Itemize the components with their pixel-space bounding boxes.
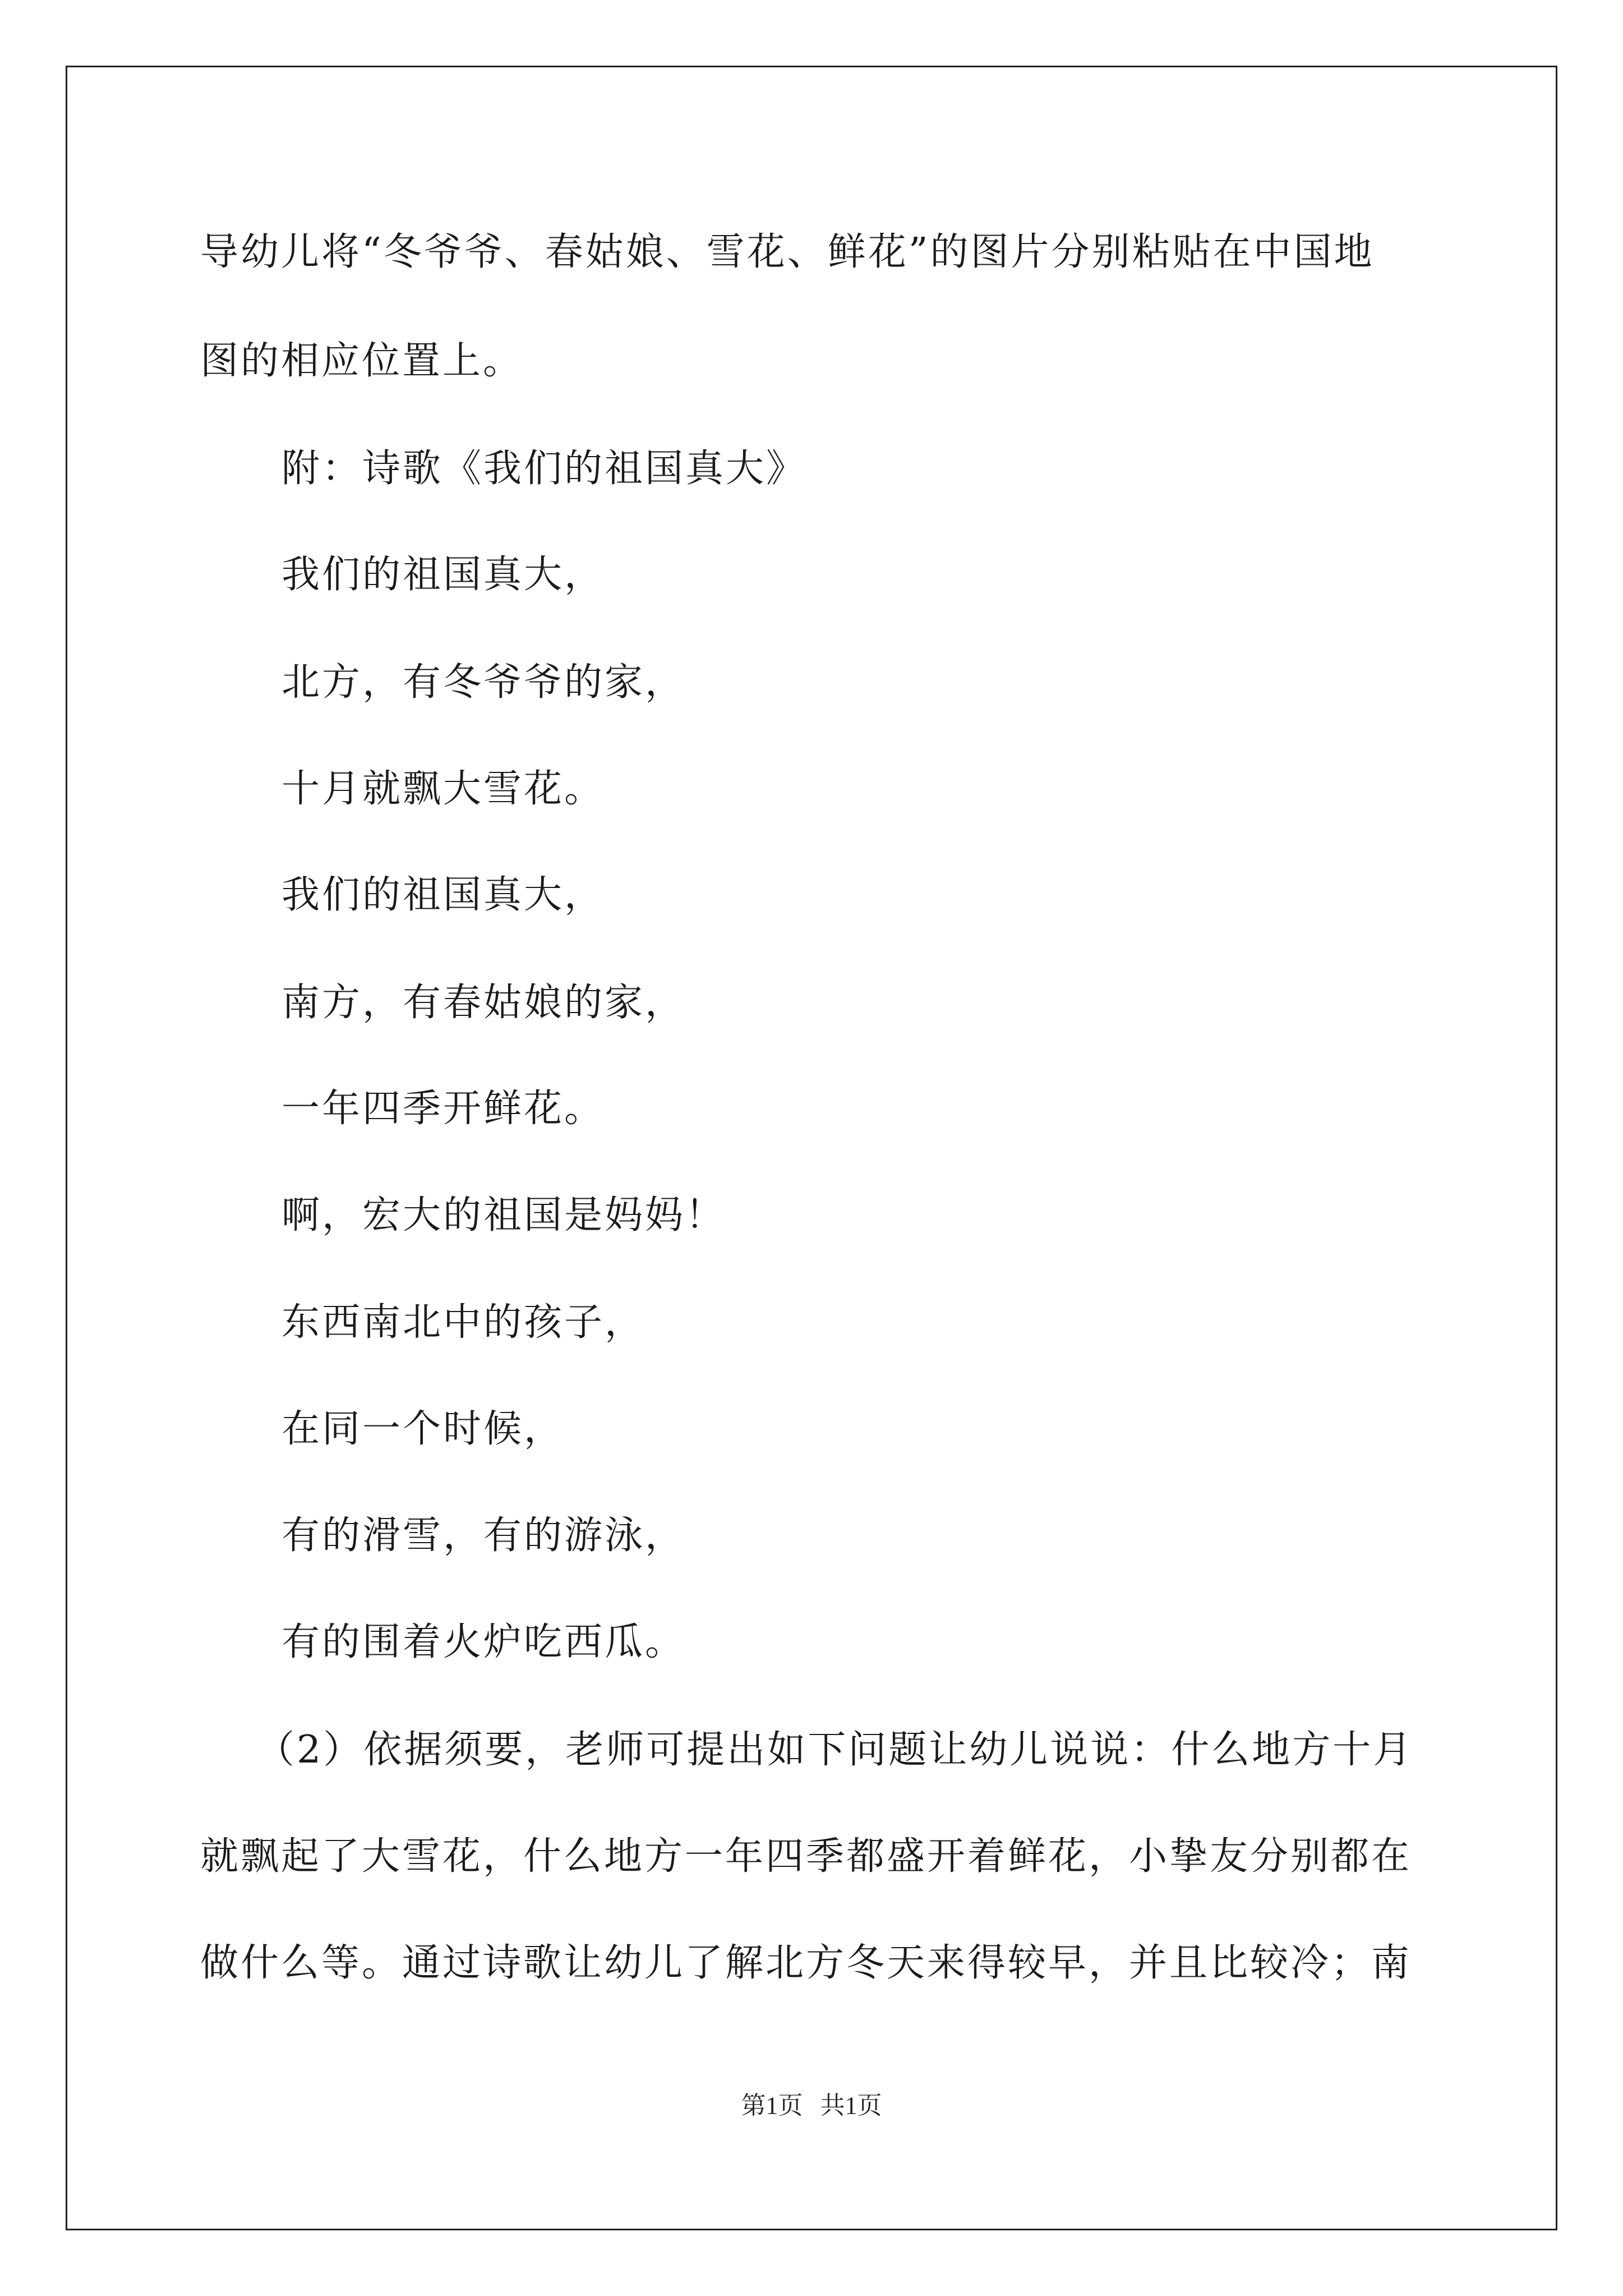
poem-line: 一年四季开鲜花。 xyxy=(282,1087,605,1131)
poem-line: 十月就飘大雪花。 xyxy=(282,767,605,811)
paragraph-line: 就飘起了大雪花，什么地方一年四季都盛开着鲜花，小挚友分别都在 xyxy=(200,1834,1412,1879)
paragraph-line: 图的相应位置上。 xyxy=(200,339,524,383)
total-pages: 共1页 xyxy=(820,2092,882,2119)
page-border xyxy=(66,66,1557,2230)
paragraph-line: 做什么等。通过诗歌让幼儿了解北方冬天来得较早，并且比较冷；南 xyxy=(200,1941,1412,1985)
paragraph-line: （2）依据须要，老师可提出如下问题让幼儿说说：什么地方十月 xyxy=(256,1728,1414,1772)
poem-line: 啊，宏大的祖国是妈妈！ xyxy=(282,1193,726,1237)
poem-line: 南方，有春姑娘的家， xyxy=(282,981,686,1025)
page-footer xyxy=(0,2089,1623,2123)
poem-line: 东西南北中的孩子， xyxy=(282,1300,645,1345)
poem-line: 我们的祖国真大， xyxy=(282,873,605,917)
poem-line: 有的围着火炉吃西瓜。 xyxy=(282,1620,686,1664)
poem-line: 在同一个时候， xyxy=(282,1407,565,1451)
poem-line: 北方，有冬爷爷的家， xyxy=(282,660,686,705)
poem-line: 我们的祖国真大， xyxy=(282,553,605,597)
paragraph-line: 导幼儿将“冬爷爷、春姑娘、雪花、鲜花”的图片分别粘贴在中国地 xyxy=(200,230,1375,274)
poem-line: 有的滑雪，有的游泳， xyxy=(282,1513,686,1558)
page-number: 第1页 xyxy=(741,2092,803,2119)
poem-heading: 附：诗歌《我们的祖国真大》 xyxy=(282,447,807,491)
